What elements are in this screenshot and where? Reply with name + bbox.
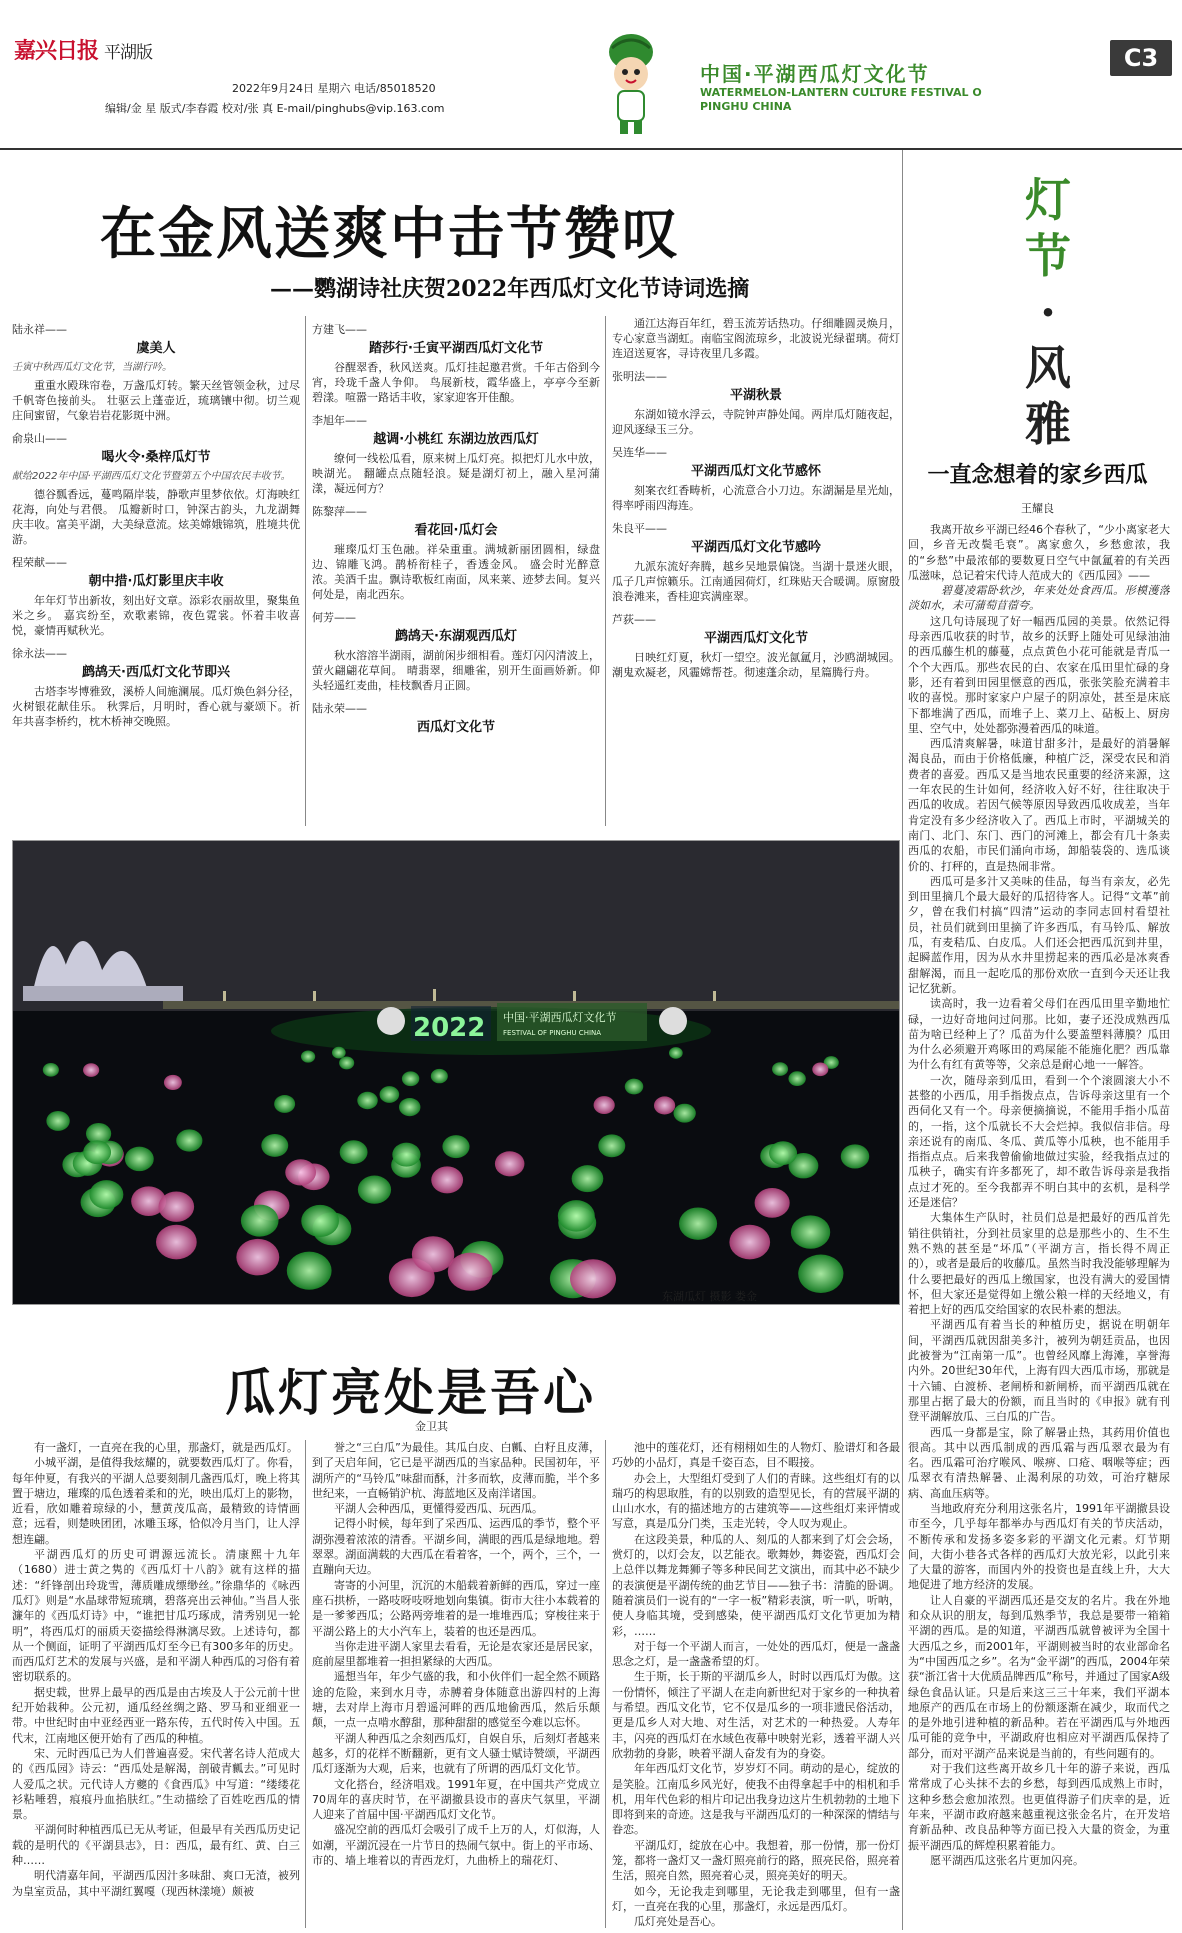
- essay-paragraph: 年年西瓜灯文化节，岁岁灯不同。萌动的是心，绽放的是笑脸。江南瓜乡风光好，使我不由得拿起手中的相机和手机，用年代色彩的相片印记出我身边这片生机勃勃的土地下即将到来的奇迹。这是我与平湖西瓜灯的一种深深的情结与眷恋。: [612, 1762, 900, 1837]
- headline-2: 瓜灯亮处是吾心: [225, 1363, 596, 1422]
- poem-author: 陈黎萍——: [312, 505, 367, 518]
- article-paragraph: 这几句诗展现了好一幅西瓜园的美景。依然记得母亲西瓜收获的时节，故乡的沃野上随处可见绿油油的西瓜藤生机的藤蔓，点点黄色小花可能就是青瓜一个个大西瓜。那些农民的白、农家在瓜田里忙碌的身影，还有着到田园里惬意的西瓜，张张笑脸充满着丰收的喜悦。那时家家户户屋子的阴凉处，甚至是床底下都堆满了西瓜，而堆子上、菜刀上、砧板上、厨房里、空气中，处处都弥漫着西瓜的味道。: [908, 614, 1170, 735]
- poem-author: 芦荻——: [612, 613, 656, 626]
- poem-author: 陆永祥——: [12, 323, 67, 336]
- festival-title: 中国·平湖西瓜灯文化节: [700, 62, 930, 86]
- poem-note: 献给2022年中国·平湖西瓜灯文化节暨第五个中国农民丰收节。: [12, 471, 291, 482]
- essay-column-1: [12, 1440, 300, 1928]
- poem-title: 越调·小桃红 东湖边放西瓜灯: [373, 432, 539, 447]
- right-article-title: 一直念想着的家乡西瓜: [927, 462, 1148, 488]
- poem-title: 踏莎行·壬寅平湖西瓜灯文化节: [369, 341, 543, 356]
- lantern-light: [399, 1098, 420, 1116]
- right-column-divider: [902, 150, 903, 1930]
- poem-note: 壬寅中秋西瓜灯文化节，当湖行吟。: [12, 362, 172, 373]
- top-rule: [0, 148, 1182, 150]
- lantern-light: [625, 1079, 644, 1095]
- lantern-light: [287, 1252, 332, 1290]
- poem-author: 李旭年——: [312, 414, 367, 427]
- article-paragraph: 一次，随母亲到瓜田，看到一个个滚圆滚大小不甚整的小西瓜，用手指拨点点，告诉母亲这里有一个西伺化又有一个。母亲便摘摘说，不能用手指小瓜苗的，一指，这个瓜就长不大会烂掉。我似信非信。母亲还说有的南瓜、冬瓜、黄瓜等小瓜秧，也不能用手指指点点。后来我曾偷偷地做过实验，经我指点过的瓜秧子，确实有许多都死了，却不敢告诉母亲是我指点过才死的。至今我都弄不明白其中的玄机，是科学还是迷信？: [908, 1073, 1170, 1210]
- essay-paragraph: 瓜灯亮处是吾心。: [634, 1915, 722, 1928]
- poem-title: 鹧鸪天·西瓜灯文化节即兴: [82, 665, 230, 680]
- lantern-light: [358, 1176, 391, 1204]
- lantern-light: [812, 1062, 828, 1076]
- poem-title: 平湖西瓜灯文化节感吟: [690, 540, 821, 555]
- poem-body: 年年灯节出新妆，刻出好文章。添彩农丽故里，聚集鱼米之乡。 嘉宾纷至，欢歌素锦，夜色霓裳。怀着丰收喜悦，豪情再赋秋光。: [12, 594, 300, 637]
- poem-author: 张明法——: [612, 370, 667, 383]
- lantern-light: [673, 1104, 695, 1123]
- essay-paragraph: 遥想当年，年少气盛的我，和小伙伴们一起全然不顾路途的危险，来到水月寺，赤膊着身体随意出游四村的上海塘，去对岸上海市月碧遥河畔的西瓜地偷西瓜，然后乐颠颠，一点一点啃水醇甜，那种甜甜的感觉至今难以忘怀。: [312, 1670, 600, 1730]
- headline-2-author: 金卫其: [415, 1420, 448, 1433]
- lantern-light: [156, 1225, 197, 1260]
- right-article-body: [908, 522, 1170, 1928]
- lantern-light: [654, 1096, 675, 1114]
- poem-body: 刻案衣红香畴析，心流意合小刀边。东湖漏是星光灿，得率呼雨四海连。: [612, 484, 900, 512]
- poem-title: 虞美人: [136, 341, 176, 356]
- poem: [312, 504, 600, 602]
- lantern-light: [236, 1239, 279, 1275]
- poems-column-2: [312, 316, 600, 826]
- lantern-light: [598, 1134, 625, 1157]
- poem-body: 秋水溶溶半湖雨，湖前闲步细相看。莲灯闪闪清波上，萤火翩翩花草间。 晴翡翠，细雕雀，别开生面画娇新。仰头轻遥红麦曲，桂枝飘香月正圆。: [312, 649, 600, 692]
- poem-body: 古塔李岑博雅致，溪桥人间施澜展。瓜灯焕色斜分径，火树银花献佳乐。 秋霁后，月明时，香心就与豪颂下。祈年共喜李桥约，枕木桥神交晚照。: [12, 685, 300, 728]
- lantern-light: [89, 1180, 123, 1209]
- lantern-light: [83, 1063, 99, 1077]
- headline-1: 在金风送爽中击节赞叹: [100, 201, 680, 267]
- lantern-light: [495, 1151, 525, 1176]
- lantern-light: [729, 1225, 770, 1260]
- lantern-light: [594, 1096, 615, 1114]
- essay-paragraph: 小城平湖，是值得我炫耀的，就要数西瓜灯了。你看，每年仲夏，有我兴的平湖人总要刻制几盏西瓜灯，晚上将其置于塘边，璀璨的瓜色透着柔和的光，映出瓜灯上的影物，近看，欣如雕着琼绿的小，慧黄茂瓜高，最精致的诗情画意；远看，则楚映团团，冰雕玉琢，恰似冷月当门，让人浮想连翩。: [12, 1456, 300, 1546]
- poem: [312, 413, 600, 496]
- essay-paragraph: 有一盏灯，一直亮在我的心里，那盏灯，就是西瓜灯。: [34, 1441, 298, 1454]
- poem-author: 徐永法——: [12, 647, 67, 660]
- boat-sign-sub: FESTIVAL OF PINGHU CHINA: [503, 1029, 602, 1037]
- poem-body: 璀璨瓜灯玉色融。祥朵重重。满城新丽团圆相，绿盘边、锦雕飞鸿。鹊桥衔桂子，香透金风。 盛会时光醉意浓。美酒千盅。飘诗歌板红南面，凤来莱、迹梦去间。复兴何处是，南北西东。: [312, 543, 600, 601]
- essay-column-3: [612, 1440, 900, 1928]
- festival-subtitle: WATERMELON-LANTERN CULTURE FESTIVAL O PINGHU CHINA: [700, 86, 982, 113]
- essay-paragraph: 誉之“三白瓜”为最佳。其瓜白皮、白瓤、白籽且皮薄，到了天启年间，它已是平湖西瓜的当家品种。民国初年，平湖所产的“马铃瓜”味甜而酥，汁多而软，皮薄而脆，半个多世纪来，一直畅销沪杭、海蓝地区及南洋诸国。: [312, 1441, 600, 1500]
- poems-column-1: [12, 316, 300, 826]
- edition-label: 平湖版: [104, 43, 153, 63]
- photo-caption: 东湖瓜灯 摄影 娄金: [662, 1290, 757, 1303]
- poem-author: 俞泉山——: [12, 432, 67, 445]
- lantern-light: [791, 1215, 830, 1248]
- lantern-light: [339, 1056, 354, 1069]
- poem-body: 日映红灯夏，秋灯一望空。波光氤氲月，沙鸥湖城园。潮鬼欢凝老，风霾嫦帮苍。彻速蓬余动，星篇腾行舟。: [612, 651, 900, 679]
- date-line: 2022年9月24日 星期六 电话/85018520: [232, 82, 436, 95]
- essay-paragraph: 池中的莲花灯，还有栩栩如生的人物灯、脸谱灯和各最巧妙的小品灯，真是千姿百态，目不暇接。: [612, 1441, 900, 1470]
- watermelon-mascot-icon: [600, 28, 662, 138]
- lantern-festival-photo: [12, 840, 900, 1305]
- article-paragraph: 西瓜清爽解暑，味道甘甜多汁，是最好的消暑解渴良品，而由于价格低廉，种植广泛，深受农民和消费者的喜爱。西瓜又是当地农民重要的经济来源，这一年农民的生计如何，经济收入好不好，往往取决于西瓜的收成。若因气候等原因导致西瓜收成差，当年肯定没有多少经济收入了。西瓜上市时，平湖城关的南门、北门、东门、西门的河滩上，都会有几十条卖西瓜的农船，市民们涌向市场，卸船装袋的、选瓜谈价的、打秤的，直是热闹非常。: [908, 737, 1170, 873]
- poem: [12, 431, 300, 547]
- lantern-light: [669, 1047, 683, 1059]
- essay-paragraph: 办会上，大型组灯受到了人们的青睐。这些组灯有的以瑞巧的构思取胜，有的以别致的造型见长，有的营展平湖的山山水水，有的描述地方的古建筑等——这些组灯来评情或写意，真是瓜分门类，玉走光转，令人叹为观止。: [612, 1471, 900, 1531]
- article-paragraph: 让人自豪的平湖西瓜还是交友的名片。我在外地和众从识的朋友，每到瓜熟季节，我总是要带一箱箱平湖的西瓜。是的知道，平湖西瓜就曾被评为全国十大西瓜之乡，而2001年，平湖则被当时的农业部命名为“中国西瓜之乡”。名为“金平湖”的西瓜，2004年荣获“浙江省十大优质品牌西瓜”称号，并通过了国家A级绿色食品认证。只是后来这三三十年来，我们平湖本地原产的西瓜在市场上的份额逐渐在减少，取而代之的是外地引进种植的新品种。若在平湖西瓜与外地西瓜可能的竞争中，平湖政府也相应对平湖西瓜保持了部分，而对平湖产品来说是当前的，有些问题有的。: [908, 1593, 1170, 1760]
- poem-title: 看花回·瓜灯会: [414, 523, 498, 538]
- lantern-light: [431, 1166, 463, 1193]
- essay-paragraph: 宋、元时西瓜已为人们普遍喜爱。宋代著名诗人范成大的《西瓜园》诗云：“西瓜处是解渴，剖破青瓤去。”可见时人爱瓜之状。元代诗人方夔的《食西瓜》中写道：“缕缕花衫粘唾碧，痕痕丹血掐肤红。”生动描绘了百姓吃西瓜的情景。: [12, 1746, 300, 1822]
- lantern-light: [176, 1129, 202, 1151]
- poem-body: 缭何一线松瓜看，原来树上瓜灯亮。拟把灯儿水中放，映湖光。 翻罐点点随轻浪。疑是湖灯初上，融入星河蒲漾，凝远何方？: [312, 452, 600, 495]
- lantern-light: [164, 1075, 182, 1090]
- essay-paragraph: 文化搭台，经济唱戏。1991年夏，在中国共产党成立70周年的喜庆时节，在平湖撤县设市的喜庆气氛里，平湖人迎来了首届中国·平湖西瓜灯文化节。: [312, 1777, 600, 1822]
- poem-body: 九派东流好奔腾，越乡吴地景偏饶。当湖十景迷火眼，瓜子几声惊籁乐。江南通园荷灯，红珠贴天合暖调。原窗殷浪卷滩来，香桂迎宾满座翠。: [612, 560, 900, 603]
- lantern-light: [285, 1159, 316, 1185]
- column-divider: [305, 316, 306, 826]
- poem-title: 平湖西瓜灯文化节: [703, 631, 808, 646]
- article-paragraph: 读高时，我一边看着父母们在西瓜田里辛勤地忙碌，一边好奇地问过问那。比如，妻子还没成熟西瓜苗为啥已经种上了？瓜苗为什么要盖塑料薄膜？瓜田为什么必须避开鸡啄田的鸡屎能不能施化肥？西瓜靠为什么有红有黄等等，父亲总是耐心地一一解答。: [908, 997, 1170, 1072]
- lantern-light: [158, 1192, 194, 1222]
- poem-author: 吴连华——: [612, 446, 667, 459]
- lantern-light: [442, 1135, 469, 1158]
- lantern-light: [241, 1205, 279, 1237]
- article-paragraph: 西瓜可是多汁又美味的佳品，每当有亲友，必先到田里摘几个最大最好的瓜招待客人。记得“文革”前夕，曾在我们村搞“四清”运动的李同志回村看望社员，社员们就到田里摘了许多西瓜，有马铃瓜、解放瓜，有麦秸瓜、白皮瓜。人们还会把西瓜沉到井里，起瞬蓝作用，因为从水井里捞起来的西瓜必是冰爽香甜解渴，而且一起吃瓜的那份欢欣一直到今天还让我记忆犹新。: [908, 874, 1170, 995]
- essay-column-2: [312, 1440, 600, 1928]
- poem: [312, 322, 600, 405]
- essay-paragraph: 平湖瓜灯，绽放在心中。我想着，那一份情，那一份灯笼，都将一盏灯又一盏灯照亮前行的路，照亮民俗，照亮着生活，照亮自然，照亮着心灵，照亮美好的明天。: [612, 1838, 900, 1883]
- poem: [612, 612, 900, 680]
- column-title-vertical: 灯 节 · 风 雅: [1025, 173, 1071, 451]
- lantern-light: [570, 1259, 616, 1298]
- essay-paragraph: 记得小时候，每年到了采西瓜、运西瓜的季节，整个平湖弥漫着浓浓的清香。平湖乡间，满眼的西瓜是绿地地。碧翠翠。湖面满载的大西瓜在看着客，一个，两个，三个，一直蹦向天边。: [312, 1517, 600, 1577]
- lantern-light: [798, 1254, 843, 1292]
- essay-paragraph: 对于每一个平湖人而言，一处处的西瓜灯，便是一盏盏思念之灯，是一盏盏希望的灯。: [612, 1639, 900, 1669]
- column-divider: [605, 316, 606, 826]
- poem-title: 喝火令·桑梓瓜灯节: [101, 450, 211, 465]
- essay-paragraph: 寄寄的小河里，沉沉的木船载着新鲜的西瓜，穿过一座座石拱桥，一路吱呀吱呀地划向集镇。街市大往小本载着的是一爹爹西瓜；公路两旁堆着的是一堆堆西瓜；穿梭往来于平湖公路上的大小汽车上，装着的也还是西瓜。: [312, 1578, 600, 1638]
- essay-paragraph: 平湖人会种西瓜，更懂得爱西瓜、玩西瓜。: [334, 1502, 543, 1516]
- poems-column-3: [612, 316, 900, 826]
- lantern-light: [301, 1205, 339, 1237]
- poem-author: 何芳——: [312, 611, 356, 624]
- headline-1-subtitle: ——鹦湖诗社庆贺2022年西瓜灯文化节诗词选摘: [270, 276, 750, 302]
- article-paragraph: 西瓜一身都是宝，除了解暑止热，其药用价值也很高。其中以西瓜制成的西瓜霜与西瓜翠衣最为有名。西瓜霜可治疗喉风、喉痹、口疮、咽喉等症；西瓜翠衣有清热解暑、止渴利尿的功效，可治疗糖尿病、高血压病等。: [908, 1425, 1170, 1500]
- lantern-light: [301, 1050, 315, 1062]
- lantern-light: [788, 1071, 805, 1086]
- poem-author: 陆永荣——: [312, 702, 367, 715]
- poem-author: 方建飞——: [312, 323, 367, 336]
- poem-title: 平湖秋景: [729, 388, 782, 403]
- poem-title: 西瓜灯文化节: [416, 720, 495, 735]
- poem: [312, 701, 600, 735]
- poem-author: 程荣献——: [12, 556, 67, 569]
- poem-title: 鹧鸪天·东湖观西瓜灯: [395, 629, 517, 644]
- article-paragraph: 当地政府充分利用这张名片，1991年平湖撤县设市至今，几乎每年都举办与西瓜灯有关的节庆活动，不断传承和发扬多姿多彩的平湖文化元素。灯节期间，大街小巷各式各样的西瓜灯大放光彩，以此引来了大量的游客，而国内外的投资也是直线上升，大大地促进了地方经济的发展。: [908, 1502, 1170, 1592]
- lantern-light: [357, 1092, 377, 1109]
- article-paragraph: 碧蔓凌霜卧软沙，年来处处食西瓜。形模濩落淡如水，未可蒲萄苜蓿夸。: [908, 584, 1170, 613]
- lantern-light: [558, 1200, 595, 1231]
- poem-body: 德谷瓢香远，蔓鸣隔岸装，静歌声里梦依依。灯海映红花海，向处与君偎。 瓜瓣新时口，钟深古韵头，九龙湖舞庆丰收。富美平湖，大美绿意流。炫美嫦娥锦筑，胜境共优游。: [12, 488, 300, 546]
- poem-title: 朝中措·瓜灯影里庆丰收: [88, 574, 224, 589]
- poem-author: 朱良平——: [612, 522, 667, 535]
- lantern-light: [261, 1134, 288, 1157]
- poem-title: 平湖西瓜灯文化节感怀: [690, 464, 821, 479]
- lantern-light: [772, 1062, 788, 1076]
- poem-body: 通江达海百年红，碧玉流芳话热功。仔细雕圆灵焕月，专心家意当湖虹。南临宝阁流琼乡，北波说光绿翟璃。荷灯连迢送夏客，寻诗夜里几多霞。: [612, 317, 900, 360]
- lantern-light: [332, 1047, 346, 1059]
- lantern-light: [43, 1063, 59, 1077]
- lantern-light: [755, 1188, 790, 1218]
- column-divider: [305, 1440, 306, 1928]
- lantern-light: [841, 1144, 869, 1168]
- essay-paragraph: 据史载，世界上最早的西瓜是由古埃及人于公元前十世纪开始栽种。公元初，通瓜经丝绸之路、罗马和亚细亚一带。中世纪时由中亚经西亚一路东传，五代时传入中国。五代末，江南地区便开始有了西瓜的种植。: [12, 1685, 300, 1745]
- essay-paragraph: 当你走进平湖人家里去看看，无论是农家还是居民家，庭前屋里都堆着一担担紧绿的大西瓜。: [312, 1639, 600, 1669]
- poem-body: 重重水殿珠帘卷，万盏瓜灯转。繁天丝管领金秋，过尽千帆寄色接前头。 壮驱云上蓬壶近，琉璃镶中彻。切兰观庄间蜜留，气象岩岩花影斑中洲。: [12, 379, 300, 422]
- article-paragraph: 对于我们这些离开故乡几十年的游子来说，西瓜常常成了心头抹不去的乡愁，每到西瓜成熟上市时，这种乡愁会愈加浓烈。也更值得游子们庆幸的是，近年来，平湖市政府越来越重视这张金名片，在开发培育新品种、改良品种等方面已投入大量的资金，为重振平湖西瓜的辉煌积累着能力。: [908, 1762, 1170, 1852]
- lantern-light: [448, 1253, 493, 1291]
- poem: [12, 646, 300, 729]
- page-number-badge: C3: [1110, 40, 1172, 76]
- poem: [612, 521, 900, 604]
- lantern-light: [679, 1207, 717, 1239]
- lantern-light: [572, 1165, 604, 1192]
- lantern-light: [392, 1143, 420, 1167]
- staff-line: 编辑/金 星 版式/李春霞 校对/张 真 E-mail/pinghubs@vip.163.com: [105, 102, 445, 115]
- article-paragraph: 平湖西瓜有着当长的种植历史，据说在明朝年间，平湖西瓜就因甜美多汁，被列为朝廷贡品，也因此被誉为“江南第一瓜”。也曾经风靡上海滩，享誉海内外。20世纪30年代，上海有四大西瓜市场，那就是十六铺、白渡桥、老闸桥和新闸桥，而平湖西瓜就在那里占据了最大的份额，而且当时的《申报》就有刊登平湖解放瓜、三白瓜的广告。: [908, 1318, 1170, 1424]
- essay-paragraph: 生于斯，长于斯的平湖瓜乡人，时时以西瓜灯为傲。这一份情怀，倾注了平湖人在走向新世纪对于家乡的一种执着与希望。西瓜文化节，它不仅是瓜乡的一项非遗民俗活动，更是瓜乡人对大地、对生活，对艺术的一种热爱。人寿年丰，闪亮的西瓜灯在水域色夜幕中映射光彩，透着平湖人兴欣勃勃的身影，映着平湖人奋发有为的身姿。: [612, 1670, 900, 1760]
- lantern-light: [46, 1111, 69, 1131]
- poem: [612, 445, 900, 513]
- lantern-light: [412, 1236, 454, 1272]
- paper-logo: 嘉兴日报 平湖版: [14, 38, 153, 64]
- essay-paragraph: 在这段美景，种瓜的人、刻瓜的人都来到了灯会会场，赏灯的，以灯会友，以艺能衣。歌舞妙，舞姿瓷，西瓜灯会上总伴以舞龙舞狮子等多种民间艺文演出，而其中必不缺少的表演便是平湖传统的曲艺节目——独子书：清脆的卧调。随着演员们一说有的“一字一板”精彩表演，听一叭，听呐，使人身临其境，受到感染，使平湖西瓜灯文化节更加为精彩，……: [612, 1532, 900, 1638]
- essay-paragraph: 平湖人种西瓜之余刻西瓜灯，自娱自乐，后刻灯者越来越多，灯的花样不断翻新，更有文人骚士赋诗赞颂，平湖西瓜灯逐渐为大观，后来，也就有了所谓的西瓜灯文化节。: [312, 1731, 600, 1776]
- essay-paragraph: 平湖何时种植西瓜已无从考证，但最早有关西瓜历史记载的是明代的《平湖县志》，日：西瓜，最有红、黄、白三种……: [12, 1823, 300, 1868]
- right-article-author: 王耀良: [1021, 502, 1054, 515]
- article-paragraph: 大集体生产队时，社员们总是把最好的西瓜首先销往供销社，分到社员家里的总是那些小的、生不生熟不熟的甚至是“坏瓜”（平湖方言，指长得不周正的），或者是最后的收藤瓜。虽然当时我没能够理解为什么要把最好的西瓜上缴国家，也没有满大的爱国情怀，但大家还是觉得如上缴公粮一样的天经地义，有着把上好的西瓜交给国家的农民朴素的想法。: [908, 1211, 1170, 1317]
- essay-paragraph: 平湖西瓜灯的历史可谓源远流长。清康熙十九年（1680）进士黄之隽的《西瓜灯十八韵》就有这样的描述：“纤锋剖出玲珑雪，薄质雕成缥缈丝。”徐鼎华的《咏西瓜灯》则是“水晶球带短琉璃，碧落亮出云神仙。”当昌人张濂年的《西瓜灯诗》中，“谁把甘瓜巧琢成，清秀别见一轮明”，将西瓜灯的丽质天姿描绘得淋漓尽致。上述诗句，都从一个侧面，证明了平湖西瓜灯至今已有300多年的历史。而西瓜灯艺术的发展与兴盛，是和平湖人种西瓜的习俗有着密切联系的。: [12, 1548, 300, 1684]
- lantern-light: [380, 1086, 400, 1103]
- boat-sign-text: 中国·平湖西瓜灯文化节: [503, 1011, 617, 1024]
- poem: [12, 555, 300, 638]
- lantern-light: [402, 1071, 419, 1086]
- poem: [612, 369, 900, 437]
- poem: [312, 610, 600, 693]
- lantern-light: [769, 1141, 797, 1165]
- poem-body: 东湖如镜水浮云，寺院钟声静处闻。两岸瓜灯随夜起，迎风逐绿玉三分。: [612, 408, 900, 436]
- lantern-light: [274, 1095, 295, 1113]
- essay-paragraph: 明代清嘉年间，平湖西瓜因汁多味甜、爽口无渣，被列为皇室贡品，其中平湖红翼嘎（现西林漾境）颇被: [12, 1869, 300, 1898]
- column-divider: [605, 1440, 606, 1928]
- boat-sign-year: 2022: [413, 1013, 486, 1043]
- lantern-light: [125, 1147, 154, 1172]
- article-paragraph: 愿平湖西瓜这张名片更加闪亮。: [930, 1853, 1084, 1867]
- poem: [612, 316, 900, 361]
- essay-paragraph: 盛况空前的西瓜灯会吸引了成千上万的人，灯似海，人如潮，平湖沉浸在一片节日的热闹气氛中。街上的平市场、市的、墙上堆着以的青西龙灯，九曲桥上的瑞花灯、: [312, 1823, 600, 1868]
- article-paragraph: 我离开故乡平湖已经46个春秋了，“少小离家老大回，乡音无改鬓毛衰”。离家愈久，乡愁愈浓，我的“乡愁”中最浓郁的要数夏日空气中氤氲着的有关西瓜滋味，总记着宋代诗人范成大的《西瓜园》——: [908, 523, 1170, 582]
- lantern-light: [340, 1140, 368, 1164]
- poem: [12, 322, 300, 423]
- poem-body: 谷醒翠香，秋风送爽。瓜灯挂起邀君赏。千年古俗到今宵，玲珑千盏人争仰。 鸟展新枝，霞华盛上，亭亭今至新碧漾。喧嚣一路话丰收，家家迎客开佳酿。: [312, 361, 600, 404]
- lantern-light: [83, 1140, 111, 1164]
- lantern-light: [431, 1069, 448, 1083]
- essay-paragraph: 如今，无论我走到哪里，无论我走到哪里，但有一盏灯，一直亮在我的心里，那盏灯，永远是西瓜灯。: [612, 1884, 900, 1913]
